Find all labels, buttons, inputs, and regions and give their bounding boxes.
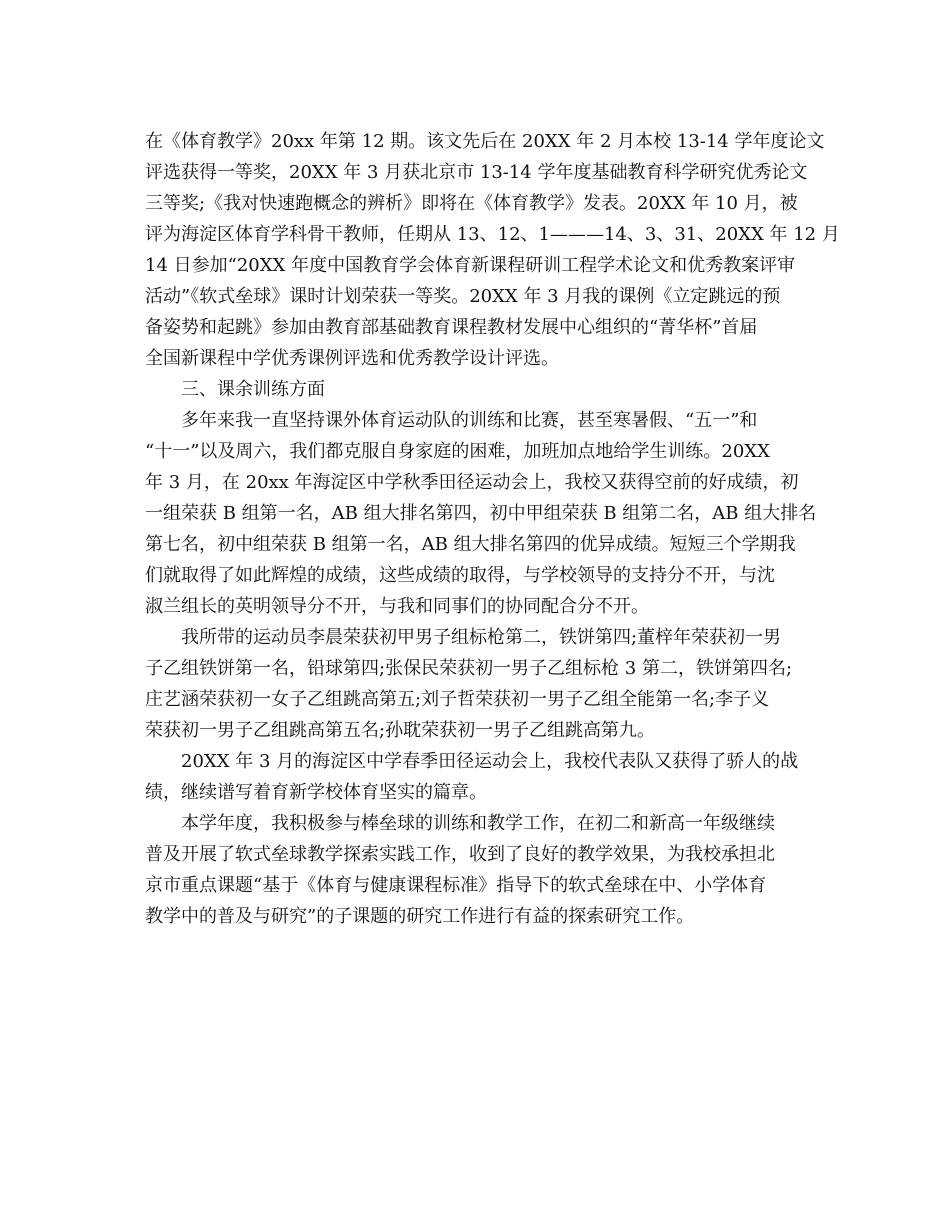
text-line: 普及开展了软式垒球教学探索实践工作，收到了良好的教学效果，为我校承担北 — [145, 844, 775, 865]
text-line: 淑兰组长的英明领导分不开，与我和同事们的协同配合分不开。 — [145, 596, 649, 617]
text-line: 年 3 月，在 20xx 年海淀区中学秋季田径运动会上，我校又获得空前的好成绩，初 — [145, 472, 799, 493]
text-line: 全国新课程中学优秀课例评选和优秀教学设计评选。 — [145, 348, 559, 369]
text-line: 第七名，初中组荣获 B 组第一名，AB 组大排名第四的优异成绩。短短三个学期我 — [145, 534, 796, 555]
text-line: 京市重点课题“基于《体育与健康课程标准》指导下的软式垒球在中、小学体育 — [145, 875, 767, 896]
section-heading-training — [145, 374, 815, 405]
text-line: “十一”以及周六，我们都克服自身家庭的困难，加班加点地给学生训练。20XX — [145, 441, 770, 462]
paragraph-publications — [145, 126, 840, 374]
text-line: 荣获初一男子乙组跳高第五名;孙耽荣获初一男子乙组跳高第九。 — [145, 720, 656, 741]
text-line: 备姿势和起跳》参加由教育部基础教育课程教材发展中心组织的“菁华杯”首届 — [145, 317, 758, 338]
paragraph-spring-meet — [145, 746, 815, 808]
text-line: 绩，继续谱写着育新学校体育坚实的篇章。 — [145, 782, 487, 803]
text-line: 评选获得一等奖，20XX 年 3 月获北京市 13-14 学年度基础教育科学研究优秀论文 — [145, 162, 808, 183]
text-line: 多年来我一直坚持课外体育运动队的训练和比赛，甚至寒暑假、“五一”和 — [181, 410, 758, 431]
text-line: 我所带的运动员李晨荣获初甲男子组标枪第二，铁饼第四;董梓年荣获初一男 — [181, 627, 782, 648]
text-line: 本学年度，我积极参与棒垒球的训练和教学工作，在初二和新高一年级继续 — [181, 813, 775, 834]
document-body — [145, 126, 840, 932]
text-line: 庄艺涵荣获初一女子乙组跳高第五;刘子哲荣获初一男子乙组全能第一名;李子义 — [145, 689, 770, 710]
text-line: 评为海淀区体育学科骨干教师，任期从 13、12、1———14、3、31、20XX 年 12 月 — [145, 224, 840, 245]
text-line: 在《体育教学》20xx 年第 12 期。该文先后在 20XX 年 2 月本校 13-14 学年度论文 — [145, 131, 825, 152]
text-line: 一组荣获 B 组第一名，AB 组大排名第四，初中甲组荣获 B 组第二名，AB 组大排名 — [145, 503, 817, 524]
paragraph-athletes — [145, 622, 815, 746]
text-line: 三等奖;《我对快速跑概念的辨析》即将在《体育教学》发表。20XX 年 10 月，被 — [145, 193, 798, 214]
text-line: 20XX 年 3 月的海淀区中学春季田径运动会上，我校代表队又获得了骄人的战 — [181, 751, 799, 772]
text-line: 三、课余训练方面 — [181, 379, 325, 400]
paragraph-team-training — [145, 405, 815, 622]
text-line: 教学中的普及与研究”的子课题的研究工作进行有益的探索研究工作。 — [145, 906, 695, 927]
text-line: 14 日参加“20XX 年度中国教育学会体育新课程研训工程学术论文和优秀教案评审 — [145, 255, 796, 276]
text-line: 活动”《软式垒球》课时计划荣获一等奖。20XX 年 3 月我的课例《立定跳远的预 — [145, 286, 781, 307]
text-line: 们就取得了如此辉煌的成绩，这些成绩的取得，与学校领导的支持分不开，与沈 — [145, 565, 775, 586]
text-line: 子乙组铁饼第一名，铅球第四;张保民荣获初一男子乙组标枪 3 第二，铁饼第四名; — [145, 658, 793, 679]
paragraph-softball — [145, 808, 815, 932]
